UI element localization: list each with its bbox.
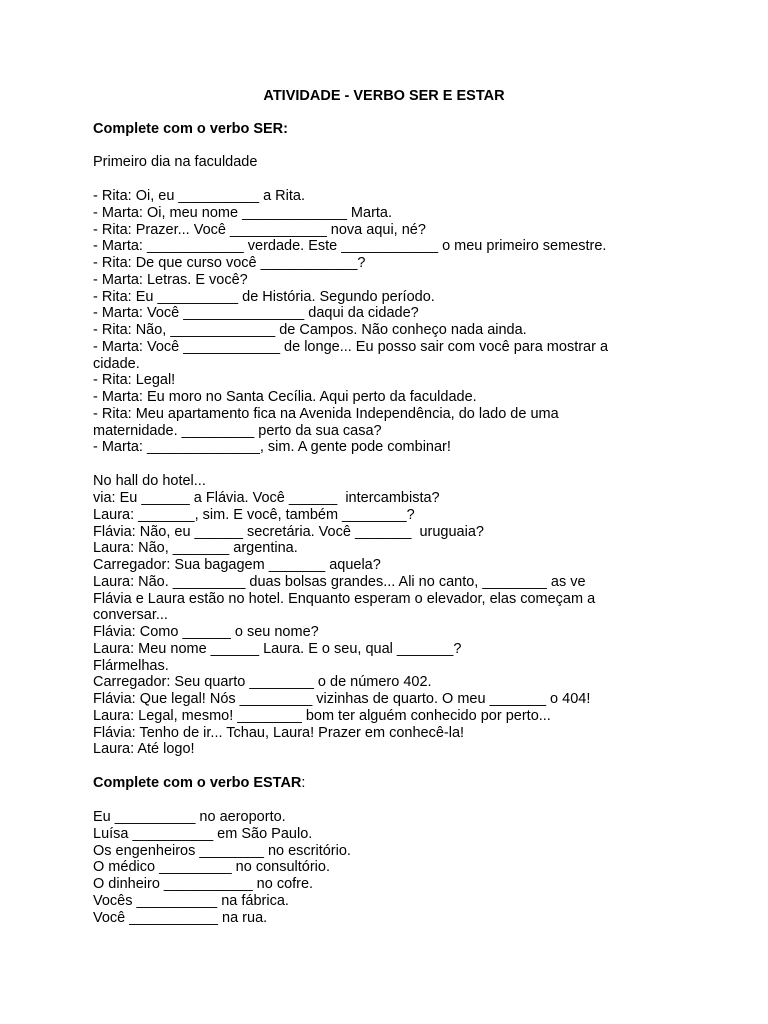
dialogue-line: Laura: Legal, mesmo! ________ bom ter alguém conhecido por perto...: [93, 707, 551, 724]
dialogue-line: - Rita: De que curso você ____________?: [93, 255, 366, 271]
section-estar-heading-colon: :: [301, 775, 306, 791]
exercise-item: Os engenheiros ________ no escritório.: [93, 842, 351, 859]
dialogue-line: - Marta: Letras. E você?: [93, 271, 248, 288]
dialogue-line: Flávia: Que legal! Nós _________ vizinhas de quarto. O meu _______ o 404!: [93, 691, 591, 707]
dialogue-line: maternidade. _________ perto da sua casa?: [93, 422, 382, 439]
exercise-item: Vocês __________ na fábrica.: [93, 892, 289, 909]
dialogue-line: Laura: Não, _______ argentina.: [93, 540, 298, 557]
dialogue-line: Laura: Até logo!: [93, 741, 195, 758]
dialogue-line: Carregador: Seu quarto ________ o de número 402.: [93, 674, 432, 691]
document-title: ATIVIDADE - VERBO SER E ESTAR: [263, 88, 505, 104]
exercise-item: Luísa __________ em São Paulo.: [93, 825, 313, 842]
dialogue-line: - Rita: Eu __________ de História. Segundo período.: [93, 288, 435, 305]
section-estar-heading-text: Complete com o verbo ESTAR: [93, 775, 302, 791]
dialogue-line: - Rita: Meu apartamento fica na Avenida Independência, do lado de uma: [93, 405, 559, 422]
dialogue-1-subtitle: Primeiro dia na faculdade: [93, 154, 258, 170]
dialogue-line: - Marta: ____________ verdade. Este ____________ o meu primeiro semestre.: [93, 238, 607, 255]
dialogue-line: - Rita: Prazer... Você ____________ nova aqui, né?: [93, 221, 426, 238]
section-ser-heading: Complete com o verbo SER:: [93, 121, 288, 137]
dialogue-line: via: Eu ______ a Flávia. Você ______ intercambista?: [93, 490, 440, 506]
dialogue-2-subtitle: No hall do hotel...: [93, 473, 206, 489]
dialogue-line: Carregador: Sua bagagem _______ aquela?: [93, 557, 381, 573]
dialogue-line: cidade.: [93, 355, 140, 372]
dialogue-line: conversar...: [93, 607, 168, 624]
dialogue-2: [93, 490, 653, 758]
dialogue-line: - Marta: Você _______________ daqui da cidade?: [93, 305, 419, 322]
dialogue-line: Laura: Meu nome ______ Laura. E o seu, qual _______?: [93, 640, 462, 657]
dialogue-line: Laura: _______, sim. E você, também ________?: [93, 506, 415, 523]
dialogue-line: Flávia e Laura estão no hotel. Enquanto esperam o elevador, elas começam a: [93, 590, 596, 607]
dialogue-line: - Marta: ______________, sim. A gente pode combinar!: [93, 439, 451, 456]
dialogue-line: Laura: Não. _________ duas bolsas grandes... Ali no canto, ________ as ve: [93, 573, 586, 590]
dialogue-line: - Marta: Oi, meu nome _____________ Marta.: [93, 204, 393, 221]
dialogue-line: - Rita: Não, _____________ de Campos. Não conheço nada ainda.: [93, 322, 527, 338]
dialogue-line: Flávia: Como ______ o seu nome?: [93, 624, 319, 640]
dialogue-line: Flávia: Tenho de ir... Tchau, Laura! Prazer em conhecê-la!: [93, 724, 465, 741]
exercise-item: O dinheiro ___________ no cofre.: [93, 876, 314, 892]
section-estar-heading: [93, 775, 653, 792]
dialogue-line: Flávia: Não, eu ______ secretária. Você _______ uruguaia?: [93, 523, 484, 540]
exercise-item: O médico _________ no consultório.: [93, 859, 330, 876]
dialogue-line: - Marta: Eu moro no Santa Cecília. Aqui perto da faculdade.: [93, 389, 477, 405]
dialogue-line: - Rita: Legal!: [93, 372, 176, 389]
exercise-item: Eu __________ no aeroporto.: [93, 809, 286, 825]
dialogue-line: - Marta: Você ____________ de longe... Eu posso sair com você para mostrar a: [93, 338, 609, 355]
exercise-item: Você ___________ na rua.: [93, 909, 268, 926]
estar-exercise-list: [93, 809, 653, 926]
dialogue-line: - Rita: Oi, eu __________ a Rita.: [93, 188, 305, 204]
dialogue-1: [93, 188, 653, 456]
dialogue-line: Flármelhas.: [93, 657, 169, 674]
